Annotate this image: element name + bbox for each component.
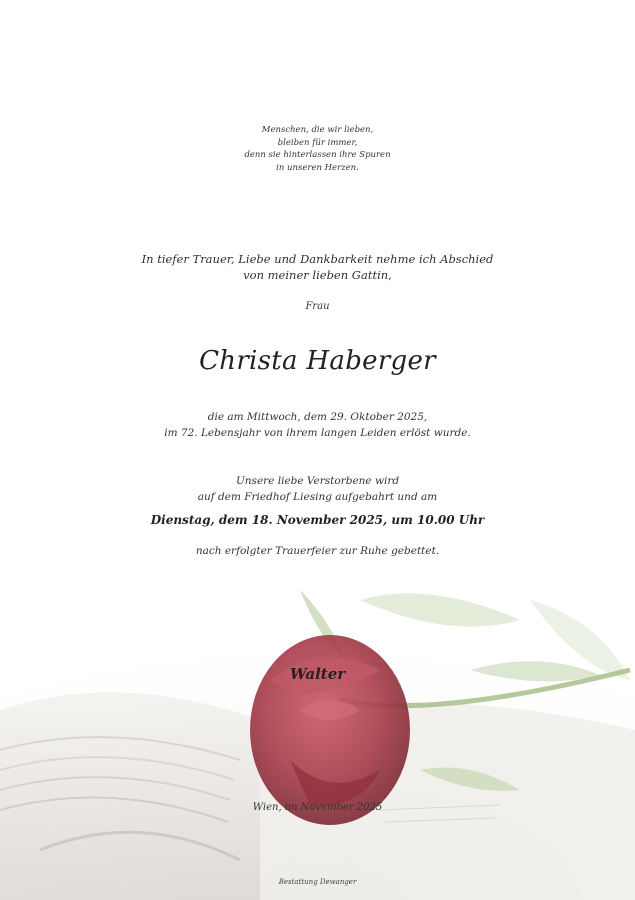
burial-date: Dienstag, dem 18. November 2025, um 10.00 Uhr bbox=[150, 513, 485, 527]
salutation: Frau bbox=[305, 301, 330, 312]
death-line: die am Mittwoch, dem 29. Oktober 2025, bbox=[207, 411, 428, 423]
intro-line: von meiner lieben Gattin, bbox=[243, 268, 392, 282]
rose-on-book-image bbox=[0, 560, 635, 900]
place-and-date: Wien, im November 2025 bbox=[252, 802, 383, 813]
death-notice bbox=[0, 409, 635, 441]
laid-out-notice bbox=[0, 473, 635, 505]
signer-name: Walter bbox=[289, 665, 346, 683]
red-rose bbox=[250, 635, 410, 825]
rest-notice: nach erfolgter Trauerfeier zur Ruhe gebettet. bbox=[195, 545, 440, 557]
intro-line: In tiefer Trauer, Liebe und Dankbarkeit nehme ich Abschied bbox=[141, 252, 494, 266]
laid-out-line: Unsere liebe Verstorbene wird bbox=[235, 475, 400, 487]
deceased-name: Christa Haberger bbox=[199, 346, 436, 376]
poem-line: denn sie hinterlassen ihre Spuren bbox=[244, 150, 391, 160]
poem-line: in unseren Herzen. bbox=[276, 162, 359, 173]
undertaker-name: Bestattung Dewanger bbox=[278, 878, 357, 886]
poem-line: bleiben für immer, bbox=[277, 137, 358, 148]
poem-line: Menschen, die wir lieben, bbox=[261, 125, 374, 135]
intro-text bbox=[0, 251, 635, 283]
memorial-poem bbox=[0, 124, 635, 174]
laid-out-line: auf dem Friedhof Liesing aufgebahrt und am bbox=[197, 491, 438, 503]
death-line: im 72. Lebensjahr von ihrem langen Leiden erlöst wurde. bbox=[164, 427, 471, 439]
